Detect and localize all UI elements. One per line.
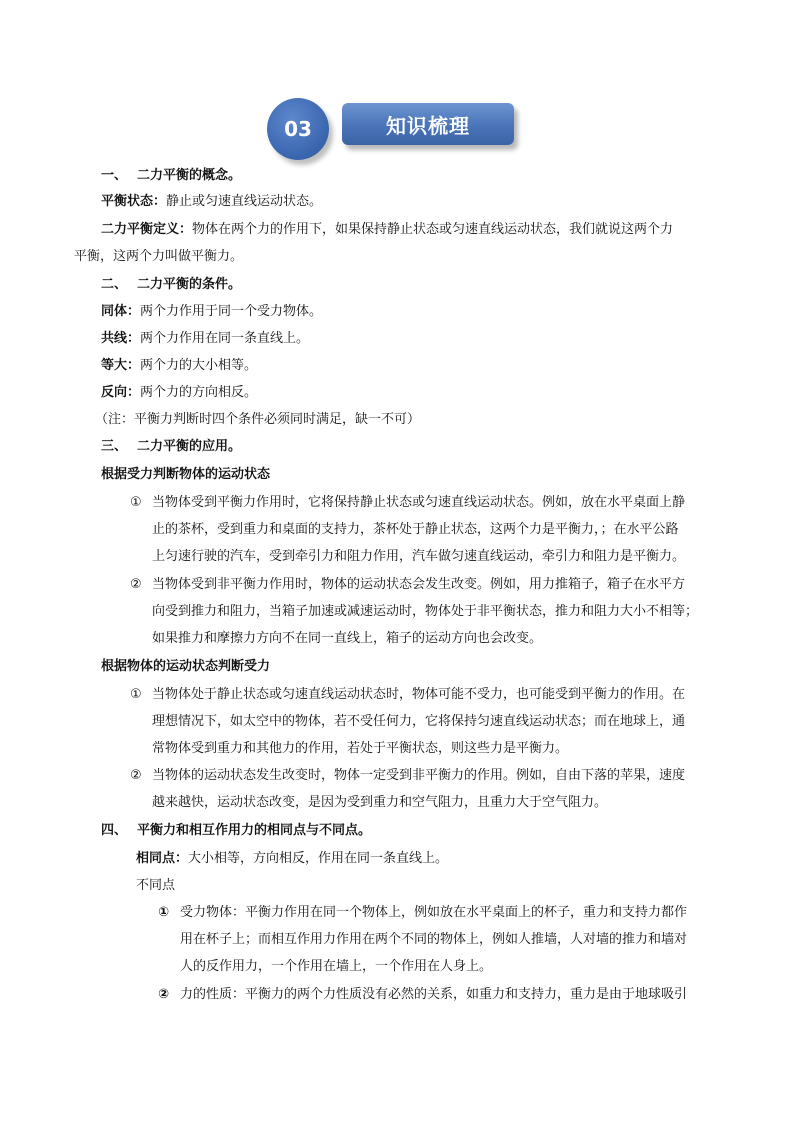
def-balance-state: 平衡状态：静止或匀速直线运动状态。 [101, 194, 323, 209]
list-item-line: 当物体处于静止状态或匀速直线运动状态时，物体可能不受力，也可能受到平衡力的作用。在 [152, 687, 686, 702]
condition-opposite: 反向：两个力的方向相反。 [101, 385, 258, 400]
condition-note: （注：平衡力判断时四个条件必须同时满足，缺一不可） [95, 412, 421, 427]
list-marker: ① [130, 495, 142, 510]
list-item-line: 当物体受到非平衡力作用时，物体的运动状态会发生改变。例如，用力推箱子，箱子在水平方 [152, 577, 686, 592]
list-item-line: 用在杯子上；而相互作用力作用在两个不同的物体上，例如人推墙，人对墙的推力和墙对 [180, 932, 688, 947]
list-item-line: 向受到推力和阻力，当箱子加速或减速运动时，物体处于非平衡状态，推力和阻力大小不相等； [152, 604, 699, 619]
list-item-line: 如果推力和摩擦力方向不在同一直线上，箱子的运动方向也会改变。 [152, 631, 543, 646]
section-2-heading: 二、 二力平衡的条件。 [101, 277, 242, 292]
list-item-line: 人的反作用力，一个作用在墙上，一个作用在人身上。 [180, 959, 493, 974]
list-marker: ① [130, 687, 142, 702]
list-item-line: 当物体受到平衡力作用时，它将保持静止状态或匀速直线运动状态。例如，放在水平桌面上静 [152, 495, 686, 510]
list-marker: ② [130, 577, 142, 592]
list-item-line: 受力物体：平衡力作用在同一个物体上，例如放在水平桌面上的杯子，重力和支持力都作 [180, 905, 688, 920]
list-item-line: 当物体的运动状态发生改变时，物体一定受到非平衡力的作用。例如，自由下落的苹果，速度 [152, 768, 686, 783]
differences-label: 不同点 [136, 878, 176, 893]
section-title: 知识梳理 [342, 103, 514, 145]
section-3-heading: 三、 二力平衡的应用。 [101, 439, 242, 454]
section-header [0, 96, 794, 166]
def-two-force-balance-cont: 平衡，这两个力叫做平衡力。 [74, 249, 244, 264]
list-item-line: 上匀速行驶的汽车，受到牵引力和阻力作用，汽车做匀速直线运动，牵引力和阻力是平衡力。 [152, 549, 686, 564]
list-item-line: 止的茶杯，受到重力和桌面的支持力，茶杯处于静止状态，这两个力是平衡力，；在水平公路 [152, 522, 679, 537]
condition-equal: 等大：两个力的大小相等。 [101, 358, 258, 373]
list-item-line: 理想情况下，如太空中的物体，若不受任何力，它将保持匀速直线运动状态；而在地球上，通 [152, 714, 686, 729]
similarities: 相同点：大小相等，方向相反，作用在同一条直线上。 [136, 851, 449, 866]
list-item-line: 越来越快，运动状态改变，是因为受到重力和空气阻力，且重力大于空气阻力。 [152, 795, 608, 810]
section-1-heading: 一、 二力平衡的概念。 [101, 168, 242, 183]
subsection-force-from-motion: 根据物体的运动状态判断受力 [101, 659, 271, 674]
condition-same-body: 同体：两个力作用于同一个受力物体。 [101, 304, 323, 319]
list-marker: ② [130, 768, 142, 783]
list-item-line: 常物体受到重力和其他力的作用，若处于平衡状态，则这些力是平衡力。 [152, 741, 569, 756]
section-4-heading: 四、 平衡力和相互作用力的相同点与不同点。 [101, 823, 372, 838]
def-two-force-balance: 二力平衡定义：物体在两个力的作用下，如果保持静止状态或匀速直线运动状态，我们就说这两个力 [101, 222, 674, 237]
list-marker: ① [158, 905, 170, 920]
subsection-motion-from-force: 根据受力判断物体的运动状态 [101, 467, 271, 482]
section-number-badge: 03 [267, 98, 329, 160]
list-item-line: 力的性质：平衡力的两个力性质没有必然的关系，如重力和支持力，重力是由于地球吸引 [180, 987, 688, 1002]
list-marker: ② [158, 987, 170, 1002]
condition-collinear: 共线：两个力作用在同一条直线上。 [101, 331, 310, 346]
